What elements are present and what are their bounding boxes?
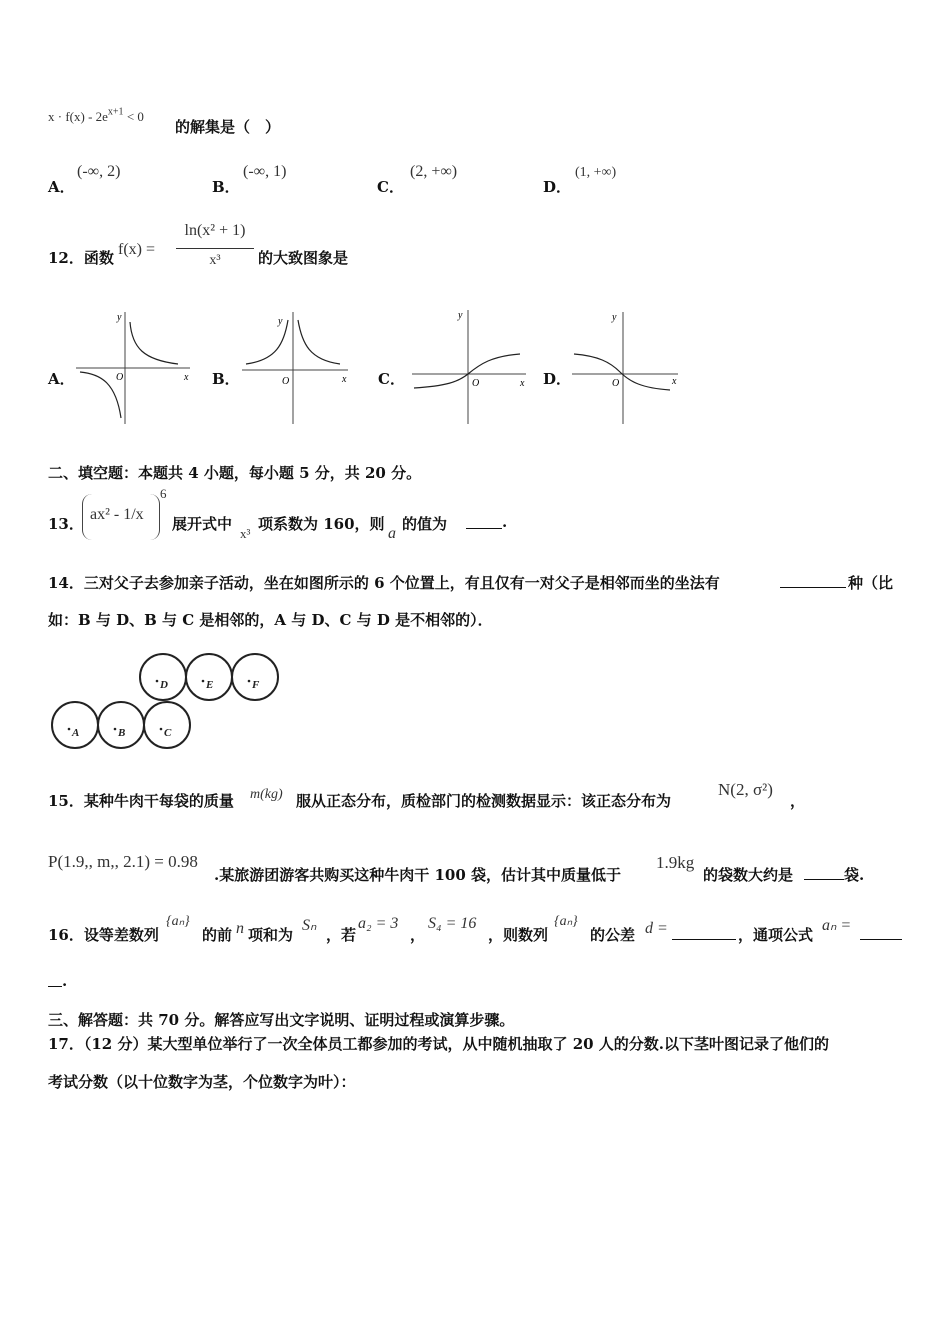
q11-option-d-value: (1, +∞)	[575, 165, 617, 180]
seat-c	[144, 702, 190, 748]
q11-inequality	[48, 106, 144, 125]
q12-graph-c	[408, 306, 534, 428]
graph-a-y-label: y	[117, 312, 122, 323]
seat-b	[98, 702, 144, 748]
q14-line-1: 14．三对父子去参加亲子活动，坐在如图所示的 6 个位置上，有且仅有一对父子是相邻而坐的坐法有	[48, 574, 720, 592]
q13-x3: x³	[240, 526, 251, 541]
seat-f-label: F	[252, 679, 260, 691]
q12-stem: 的大致图象是	[258, 249, 349, 267]
graph-d-origin: O	[612, 378, 620, 389]
q13-expression: ax² - 1/x	[90, 506, 144, 523]
q16-an-answer-blank-cont	[48, 986, 62, 987]
graph-c-x-label: x	[520, 378, 525, 389]
graph-b-origin: O	[282, 376, 290, 387]
q12-numerator: ln(x² + 1)	[184, 222, 246, 239]
seat-d-label: D	[160, 679, 168, 691]
q17-line-1: 17．（12 分）某大型单位举行了一次全体员工都参加的考试，从中随机抽取了 20 人的分数.以下茎叶图记录了他们的	[48, 1035, 830, 1053]
q11-option-c-label: C．	[377, 178, 404, 196]
q15-text-1: 15．某种牛肉干每袋的质量	[48, 792, 234, 810]
q12-option-a-label: A．	[48, 370, 75, 388]
graph-a-x-label: x	[184, 372, 189, 383]
q16-text-8: ，通项公式	[738, 926, 814, 944]
graph-d-y-label: y	[612, 312, 617, 323]
q15-weight: 1.9kg	[656, 853, 695, 872]
q11-option-d-label: D．	[543, 178, 572, 196]
q15-text-4: 的袋数大约是	[703, 866, 794, 884]
q14-answer-blank[interactable]	[780, 587, 846, 588]
q16-text-6: ，则数列	[488, 926, 549, 944]
q12-graph-d	[568, 308, 684, 426]
q14-line-1-end: 种（比	[848, 574, 894, 592]
q14-seat-diagram	[46, 650, 260, 752]
q13-end: .	[502, 513, 508, 531]
section-3-heading: 三、解答题：共 70 分。解答应写出文字说明、证明过程或演算步骤。	[48, 1011, 515, 1029]
seat-b-label: B	[118, 727, 126, 739]
q15-comma: ，	[790, 792, 806, 810]
graph-a-origin: O	[116, 372, 124, 383]
q15-N: N(2, σ²)	[718, 780, 773, 799]
q11-formula: x · f(x) - 2e	[48, 109, 108, 124]
q16-n: n	[236, 920, 244, 937]
q15-text-2: 服从正态分布，质检部门的检测数据显示：该正态分布为	[296, 792, 672, 810]
q11-option-c-value: (2, +∞)	[410, 163, 458, 180]
q15-m: m(kg)	[250, 787, 283, 802]
q13-text-3: 的值为	[402, 515, 448, 533]
q16-text-3: 项和为	[248, 926, 294, 944]
q16-a2: a₂ = 3	[358, 915, 399, 932]
q13-text-1: 展开式中	[172, 515, 233, 533]
q12-graph-a	[72, 308, 198, 426]
seat-e	[186, 654, 232, 700]
seat-d	[140, 654, 186, 700]
q12-fraction-bar	[176, 248, 254, 249]
graph-c-origin: O	[472, 378, 480, 389]
q16-an-eq: aₙ =	[822, 917, 852, 934]
q11-option-a-value: (-∞, 2)	[77, 163, 121, 180]
q16-text-2: 的前	[202, 926, 233, 944]
q17-line-2: 考试分数（以十位数字为茎，个位数字为叶）：	[48, 1073, 356, 1091]
q12-denominator: x³	[209, 253, 221, 268]
q11-stem: 的解集是（ ）	[175, 118, 281, 136]
q16-S4: S₄ = 16	[428, 915, 477, 932]
q14-line-2: 如：B 与 D、B 与 C 是相邻的，A 与 D、C 与 D 是不相邻的）．	[48, 611, 493, 629]
q16-text-7: 的公差	[590, 926, 636, 944]
q11-exponent: x+1	[107, 106, 124, 118]
seat-a	[52, 702, 98, 748]
q12-option-d-label: D．	[543, 370, 572, 388]
q12-fx: f(x) =	[118, 241, 156, 258]
seat-f	[232, 654, 278, 700]
q11-lt: < 0	[123, 109, 144, 124]
graph-b-x-label: x	[342, 374, 347, 385]
q16-text-1: 16．设等差数列	[48, 926, 159, 944]
q16-text-4: ，若	[326, 926, 357, 944]
q13-answer-blank[interactable]	[466, 528, 502, 529]
q16-text-5: ，	[410, 926, 426, 944]
q13-power: 6	[160, 486, 167, 501]
graph-d-x-label: x	[672, 376, 677, 387]
q16-d-answer-blank[interactable]	[672, 939, 736, 940]
section-2-heading: 二、填空题：本题共 4 小题，每小题 5 分，共 20 分。	[48, 464, 422, 482]
q13-text-2: 项系数为 160，则	[258, 515, 385, 533]
q11-option-a-label: A．	[48, 178, 75, 196]
q11-option-b-label: B．	[212, 178, 240, 196]
q15-text-5: 袋.	[844, 866, 865, 884]
graph-c-y-label: y	[458, 310, 463, 321]
q13-a: a	[388, 525, 396, 542]
seat-e-label: E	[206, 679, 214, 691]
q16-end: .	[62, 972, 68, 990]
seat-a-label: A	[72, 727, 80, 739]
q13-number: 13．	[48, 515, 84, 533]
seat-c-label: C	[164, 727, 172, 739]
q16-an: {aₙ}	[166, 914, 190, 929]
q15-answer-blank[interactable]	[804, 879, 844, 880]
q12-option-b-label: B．	[212, 370, 240, 388]
q16-an-answer-blank[interactable]	[860, 939, 902, 940]
q11-option-b-value: (-∞, 1)	[243, 163, 287, 180]
q15-P: P(1.9,, m,, 2.1) = 0.98	[48, 852, 198, 871]
graph-b-y-label: y	[278, 316, 283, 327]
q12-graph-b	[238, 308, 354, 426]
q16-an-2: {aₙ}	[554, 914, 578, 929]
q16-d: d =	[645, 920, 668, 937]
q12-number: 12．函数	[48, 249, 114, 267]
q15-text-3: .某旅游团游客共购买这种牛肉干 100 袋，估计其中质量低于	[214, 866, 621, 884]
q16-Sn: Sₙ	[302, 917, 317, 934]
q12-option-c-label: C．	[378, 370, 405, 388]
